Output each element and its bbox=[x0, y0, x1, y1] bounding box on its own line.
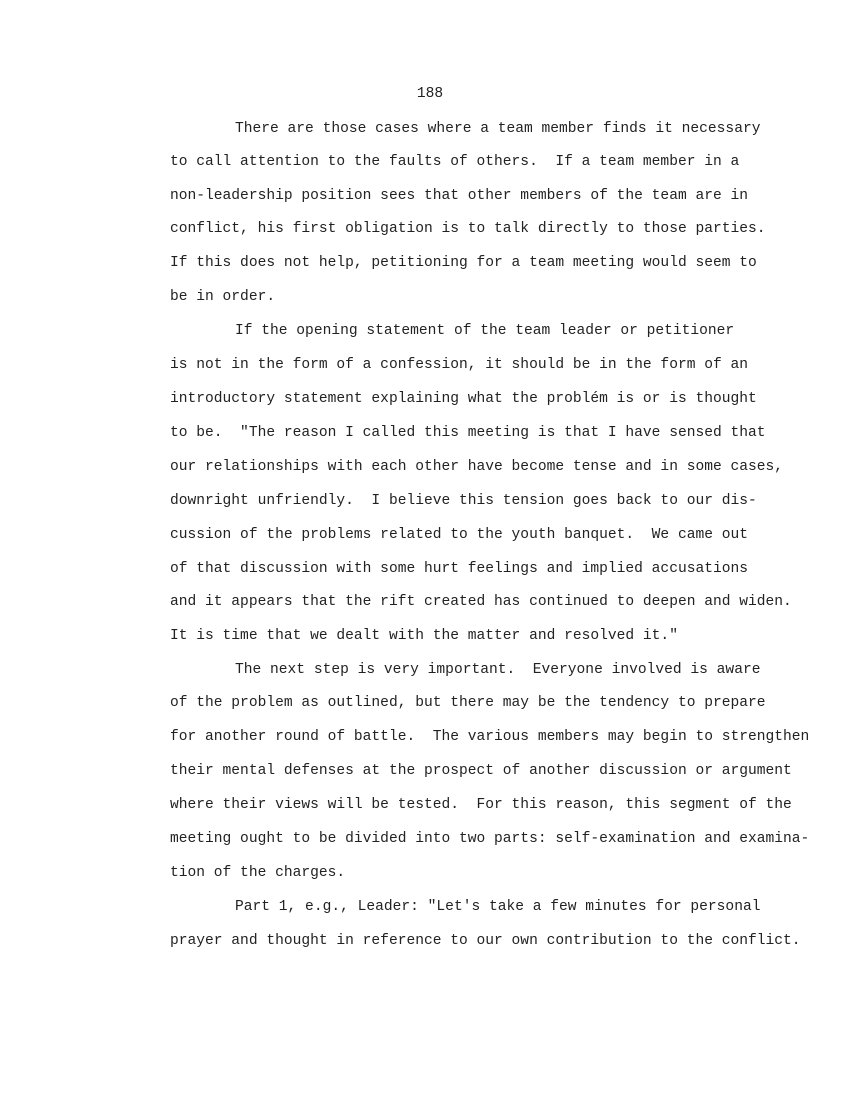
text-line: cussion of the problems related to the youth banquet. We came out bbox=[170, 527, 749, 543]
text-line: where their views will be tested. For this reason, this segment of the bbox=[170, 797, 792, 813]
text-line: There are those cases where a team member finds it necessary bbox=[235, 121, 761, 137]
text-line: The next step is very important. Everyone involved is aware bbox=[235, 662, 761, 678]
text-line: If the opening statement of the team leader or petitioner bbox=[235, 323, 735, 339]
text-line: to call attention to the faults of others. If a team member in a bbox=[170, 154, 740, 170]
text-line: meeting ought to be divided into two parts: self-examination and examina- bbox=[170, 831, 810, 847]
text-line: If this does not help, petitioning for a team meeting would seem to bbox=[170, 255, 757, 271]
text-line: be in order. bbox=[170, 289, 276, 305]
text-line: our relationships with each other have become tense and in some cases, bbox=[170, 459, 784, 475]
text-line: tion of the charges. bbox=[170, 865, 346, 881]
text-line: for another round of battle. The various members may begin to strengthen bbox=[170, 729, 810, 745]
text-line: downright unfriendly. I believe this tension goes back to our dis- bbox=[170, 493, 757, 509]
text-line: introductory statement explaining what the problém is or is thought bbox=[170, 391, 757, 407]
text-line: of the problem as outlined, but there may be the tendency to prepare bbox=[170, 695, 766, 711]
text-line: conflict, his first obligation is to talk directly to those parties. bbox=[170, 221, 766, 237]
text-line: Part 1, e.g., Leader: "Let's take a few minutes for personal bbox=[235, 899, 761, 915]
text-line: prayer and thought in reference to our own contribution to the conflict. bbox=[170, 933, 801, 949]
text-line: and it appears that the rift created has continued to deepen and widen. bbox=[170, 594, 792, 610]
text-line: of that discussion with some hurt feelings and implied accusations bbox=[170, 561, 749, 577]
text-line: It is time that we dealt with the matter and resolved it." bbox=[170, 628, 678, 644]
text-line: to be. "The reason I called this meeting is that I have sensed that bbox=[170, 425, 766, 441]
text-line: their mental defenses at the prospect of another discussion or argument bbox=[170, 763, 792, 779]
text-line: non-leadership position sees that other members of the team are in bbox=[170, 188, 749, 204]
page-number: 188 bbox=[416, 86, 444, 102]
text-line: is not in the form of a confession, it should be in the form of an bbox=[170, 357, 749, 373]
